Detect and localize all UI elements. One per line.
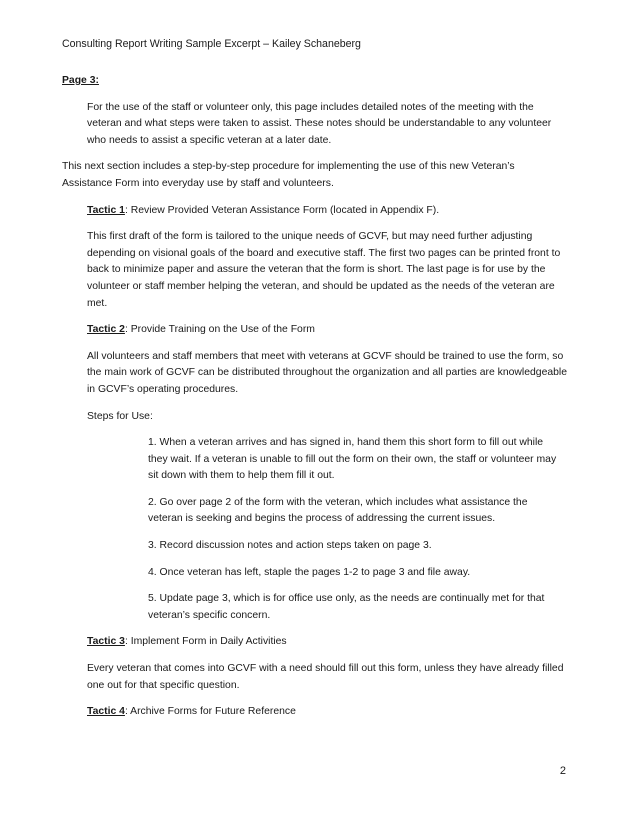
tactic-1-title: : Review Provided Veteran Assistance Form (located in Appendix F).	[124, 204, 440, 216]
tactic-3-title: : Implement Form in Daily Activities	[124, 636, 287, 648]
tactic-2-label: Tactic 2	[87, 324, 125, 336]
step-item-1: 1. When a veteran arrives and has signed in, hand them this short form to fill out while they wait. If a veteran is unable to fill out the form on their own, the staff or volunteer may sit down with them to help them fill it out.	[148, 437, 557, 482]
tactic-1-body: This first draft of the form is tailored to the unique needs of GCVF, but may need further adjusting depending on visional goals of the board and executive staff. The first two pages can be printed front to back to minimize paper and assure the veteran that the form is short. The last page is for use by the volunteer or staff member helping the veteran, and should be updated as the needs of the veteran are met.	[87, 231, 561, 309]
tactic-2-heading	[87, 322, 567, 339]
step-item-5: 5. Update page 3, which is for office use only, as the needs are continually met for that veteran’s specific concern.	[148, 593, 545, 621]
page-header: Consulting Report Writing Sample Excerpt – Kailey Schaneberg	[62, 38, 361, 50]
tactic-3-body: Every veteran that comes into GCVF with a need should fill out this form, unless they have already filled one out for that specific question.	[87, 663, 564, 691]
step-item-3: 3. Record discussion notes and action steps taken on page 3.	[148, 540, 432, 552]
page-content	[62, 73, 567, 731]
step-item-4: 4. Once veteran has left, staple the pages 1-2 to page 3 and file away.	[148, 566, 471, 578]
page3-description: For the use of the staff or volunteer only, this page includes detailed notes of the meeting with the veteran and what steps were taken to assist. These notes should be understandable to any volunteer who needs to assist a specific veteran at a later date.	[87, 101, 552, 146]
tactic-1-label: Tactic 1	[87, 204, 125, 216]
tactic-4-label: Tactic 4	[87, 706, 125, 718]
procedure-intro: This next section includes a step-by-step procedure for implementing the use of this new Veteran’s Assistance Form into everyday use by staff and volunteers.	[62, 161, 515, 189]
page-number: 2	[559, 765, 566, 777]
steps-heading: Steps for Use:	[87, 410, 153, 422]
tactic-1-heading	[87, 203, 567, 220]
tactic-2-title: : Provide Training on the Use of the Form	[124, 324, 315, 336]
tactic-3-label: Tactic 3	[87, 636, 125, 648]
tactic-4-heading	[87, 704, 567, 721]
section-heading: Page 3:	[62, 75, 99, 86]
tactic-4-title: : Archive Forms for Future Reference	[124, 706, 296, 718]
tactic-2-body: All volunteers and staff members that meet with veterans at GCVF should be trained to use the form, so the main work of GCVF can be distributed throughout the organization and all parties are knowledgeable in GCVF’s operating procedures.	[87, 350, 567, 395]
step-item-2: 2. Go over page 2 of the form with the veteran, which includes what assistance the veteran is seeking and begins the process of addressing the current issues.	[148, 496, 528, 525]
tactic-3-heading	[87, 634, 567, 651]
